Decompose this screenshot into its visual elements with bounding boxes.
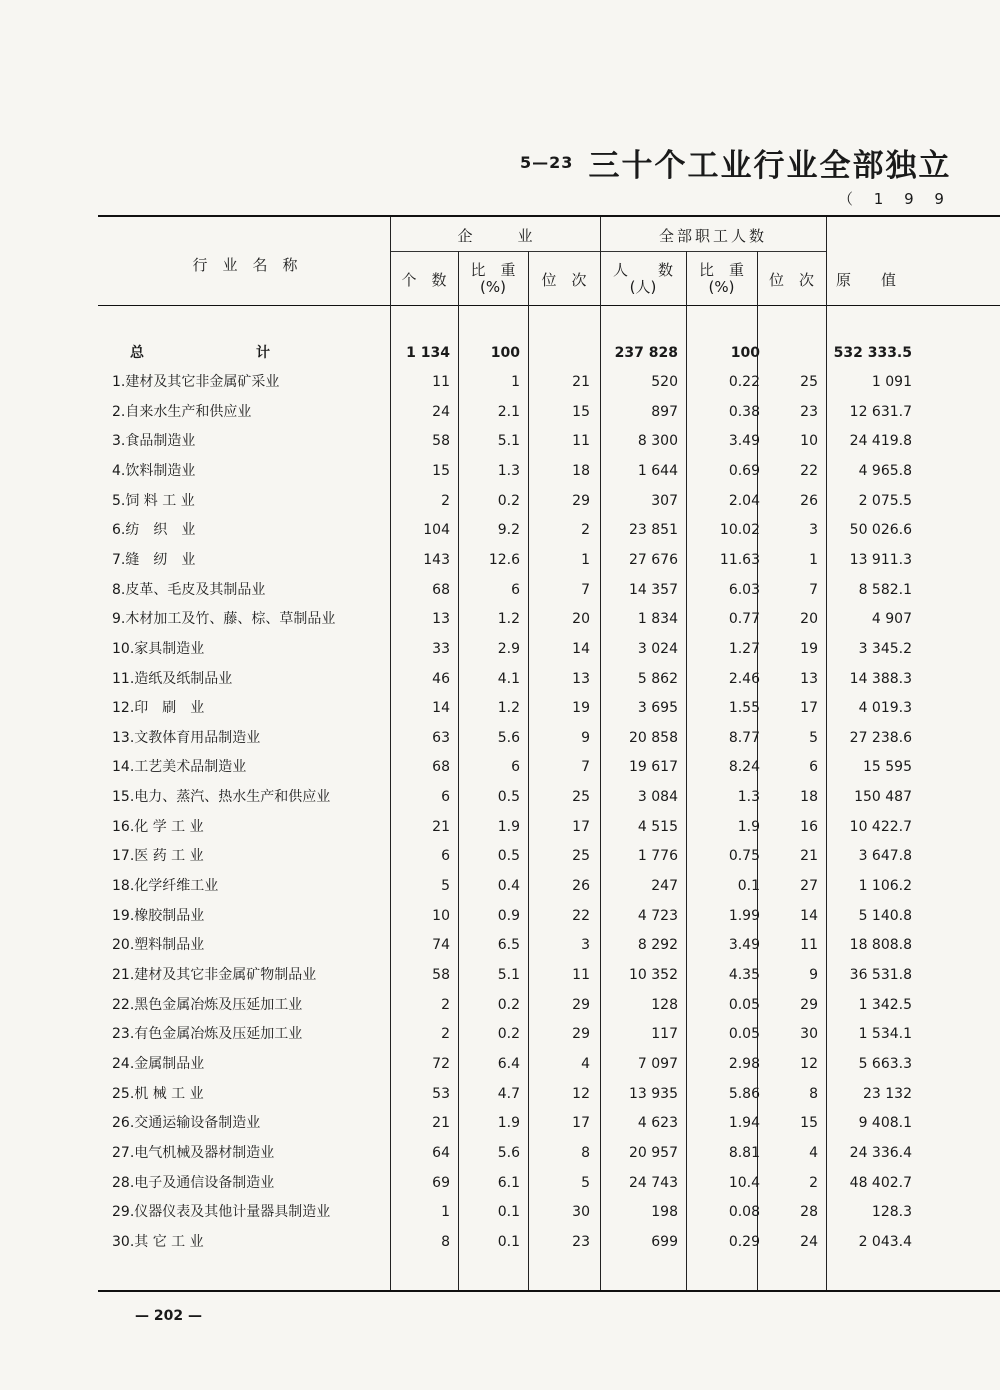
enterprise-count: 58 <box>432 433 450 450</box>
original-value: 5 140.8 <box>858 907 912 924</box>
enterprise-share: 0.5 <box>497 789 520 806</box>
worker-count: 198 <box>651 1204 678 1221</box>
industry-name: 7.缝 纫 业 <box>112 551 196 568</box>
table-row <box>0 487 1000 515</box>
table-row <box>0 753 1000 781</box>
worker-share: 1.99 <box>728 907 760 924</box>
original-value: 23 132 <box>863 1085 912 1102</box>
worker-rank: 3 <box>809 522 818 539</box>
worker-count: 8 292 <box>637 937 678 954</box>
enterprise-share: 6.4 <box>497 1055 520 1072</box>
worker-rank: 4 <box>809 1144 818 1161</box>
worker-rank: 22 <box>800 462 818 479</box>
enterprise-count: 6 <box>441 789 450 806</box>
worker-rank: 16 <box>800 818 818 835</box>
worker-share: 10.02 <box>719 522 760 539</box>
industry-name: 1.建材及其它非金属矿采业 <box>112 374 280 390</box>
enterprise-share: 0.9 <box>497 907 520 924</box>
enterprise-share: 5.1 <box>497 967 520 983</box>
enterprise-rank: 12 <box>572 1085 590 1102</box>
table-row <box>0 902 1000 930</box>
enterprise-count: 15 <box>432 462 450 479</box>
industry-name: 27.电气机械及器材制造业 <box>112 1144 275 1161</box>
enterprise-sub-rule <box>390 251 600 252</box>
original-value: 4 965.8 <box>858 462 912 479</box>
worker-count: 3 084 <box>637 789 678 806</box>
table-number: 5—23 <box>520 153 574 172</box>
worker-rank: 11 <box>800 937 818 954</box>
worker-share: 8.81 <box>728 1144 760 1161</box>
worker-rank: 29 <box>800 996 818 1013</box>
enterprise-share: 6 <box>511 581 520 598</box>
worker-rank: 26 <box>800 492 818 509</box>
worker-share: 10.4 <box>728 1174 760 1191</box>
industry-name: 21.建材及其它非金属矿物制品业 <box>112 967 317 983</box>
table-row <box>0 1109 1000 1137</box>
worker-share: 0.05 <box>728 996 760 1013</box>
col-header-workers: 全部职工人数 <box>658 227 767 245</box>
worker-share: 8.77 <box>728 729 760 746</box>
enterprise-share: 0.2 <box>497 1026 520 1043</box>
worker-share: 0.75 <box>728 848 760 865</box>
table-row <box>0 931 1000 959</box>
enterprise-share: 9.2 <box>497 522 520 539</box>
total-value: 532 333.5 <box>833 345 912 361</box>
worker-rank: 14 <box>800 907 818 924</box>
enterprise-count: 58 <box>432 967 450 983</box>
industry-name: 15.电力、蒸汽、热水生产和供应业 <box>112 789 331 806</box>
enterprise-rank: 17 <box>572 818 590 835</box>
total-label: 总 计 <box>130 345 270 361</box>
enterprise-share: 5.6 <box>497 729 520 746</box>
enterprise-share: 0.1 <box>497 1204 520 1221</box>
enterprise-rank: 25 <box>572 848 590 865</box>
worker-rank: 7 <box>809 581 818 598</box>
enterprise-share: 1.3 <box>497 462 520 479</box>
enterprise-share: 6.5 <box>497 937 520 954</box>
col-header-worker-rank: 位 次 <box>768 271 814 289</box>
worker-share: 1.55 <box>728 700 760 717</box>
enterprise-count: 104 <box>423 522 450 539</box>
enterprise-count: 11 <box>432 374 450 390</box>
original-value: 18 808.8 <box>849 937 912 954</box>
worker-count: 1 776 <box>637 848 678 865</box>
worker-count: 14 357 <box>629 581 678 598</box>
enterprise-count: 6 <box>441 848 450 865</box>
enterprise-rank: 3 <box>581 937 590 954</box>
enterprise-count: 143 <box>423 551 450 568</box>
enterprise-rank: 7 <box>581 581 590 598</box>
enterprise-rank: 29 <box>572 996 590 1013</box>
worker-count: 699 <box>651 1233 678 1250</box>
col-header-industry: 行 业 名 称 <box>192 256 298 274</box>
worker-rank: 18 <box>800 789 818 806</box>
industry-name: 6.纺 织 业 <box>112 522 196 539</box>
worker-share: 1.27 <box>728 640 760 657</box>
original-value: 1 106.2 <box>858 878 912 895</box>
enterprise-rank: 7 <box>581 759 590 776</box>
table-row <box>0 1020 1000 1048</box>
worker-count: 4 723 <box>637 907 678 924</box>
table-row <box>0 842 1000 870</box>
original-value: 13 911.3 <box>849 551 912 568</box>
enterprise-rank: 29 <box>572 1026 590 1043</box>
year-fragment: （ 1 9 9 <box>838 190 952 208</box>
enterprise-count: 68 <box>432 759 450 776</box>
original-value: 12 631.7 <box>849 403 912 420</box>
worker-rank: 19 <box>800 640 818 657</box>
enterprise-count: 21 <box>432 1115 450 1132</box>
table-row <box>0 1139 1000 1167</box>
enterprise-count: 46 <box>432 670 450 687</box>
enterprise-count: 13 <box>432 611 450 628</box>
col-header-share: 比 重 (%) <box>470 261 516 296</box>
page-number: — 202 — <box>135 1308 202 1324</box>
worker-rank: 17 <box>800 700 818 717</box>
original-value: 24 336.4 <box>849 1144 912 1161</box>
enterprise-share: 6 <box>511 759 520 776</box>
industry-name: 5.饲 料 工 业 <box>112 492 195 509</box>
table-row <box>0 635 1000 663</box>
industry-name: 11.造纸及纸制品业 <box>112 670 233 687</box>
industry-name: 2.自来水生产和供应业 <box>112 403 252 420</box>
total-persons: 237 828 <box>614 345 678 361</box>
worker-share: 0.29 <box>728 1233 760 1250</box>
original-value: 48 402.7 <box>849 1174 912 1191</box>
table-row <box>0 605 1000 633</box>
original-value: 36 531.8 <box>849 967 912 983</box>
table-row <box>0 724 1000 752</box>
worker-rank: 9 <box>809 967 818 983</box>
original-value: 8 582.1 <box>858 581 912 598</box>
enterprise-rank: 9 <box>581 729 590 746</box>
industry-name: 10.家具制造业 <box>112 640 205 657</box>
enterprise-count: 5 <box>441 878 450 895</box>
enterprise-count: 21 <box>432 818 450 835</box>
worker-count: 4 623 <box>637 1115 678 1132</box>
enterprise-share: 1.2 <box>497 700 520 717</box>
enterprise-count: 2 <box>441 996 450 1013</box>
table-row <box>0 1198 1000 1226</box>
worker-count: 307 <box>651 492 678 509</box>
table-row <box>0 457 1000 485</box>
table-row <box>0 516 1000 544</box>
enterprise-share: 0.4 <box>497 878 520 895</box>
worker-count: 8 300 <box>637 433 678 450</box>
worker-rank: 2 <box>809 1174 818 1191</box>
worker-count: 1 834 <box>637 611 678 628</box>
table-row <box>0 398 1000 426</box>
industry-name: 26.交通运输设备制造业 <box>112 1115 261 1132</box>
worker-rank: 1 <box>809 551 818 568</box>
industry-name: 12.印 刷 业 <box>112 700 205 717</box>
table-row <box>0 991 1000 1019</box>
enterprise-count: 8 <box>441 1233 450 1250</box>
title-text: 三十个工业行业全部独立 <box>588 148 952 184</box>
table-row <box>0 961 1000 989</box>
worker-share: 0.1 <box>737 878 760 895</box>
enterprise-rank: 2 <box>581 522 590 539</box>
enterprise-share: 1.9 <box>497 1115 520 1132</box>
worker-share: 1.9 <box>737 818 760 835</box>
workers-sub-rule <box>600 251 826 252</box>
worker-count: 520 <box>651 374 678 390</box>
industry-name: 8.皮革、毛皮及其制品业 <box>112 581 266 598</box>
enterprise-count: 72 <box>432 1055 450 1072</box>
industry-name: 30.其 它 工 业 <box>112 1233 204 1250</box>
enterprise-count: 33 <box>432 640 450 657</box>
enterprise-rank: 19 <box>572 700 590 717</box>
original-value: 4 019.3 <box>858 700 912 717</box>
table-row <box>0 368 1000 396</box>
industry-name: 20.塑料制品业 <box>112 937 205 954</box>
industry-name: 18.化学纤维工业 <box>112 878 219 895</box>
enterprise-share: 0.1 <box>497 1233 520 1250</box>
total-worker-share: 100 <box>730 345 760 361</box>
enterprise-rank: 14 <box>572 640 590 657</box>
original-value: 3 647.8 <box>858 848 912 865</box>
worker-count: 5 862 <box>637 670 678 687</box>
enterprise-rank: 15 <box>572 403 590 420</box>
enterprise-rank: 26 <box>572 878 590 895</box>
enterprise-rank: 18 <box>572 462 590 479</box>
enterprise-rank: 17 <box>572 1115 590 1132</box>
enterprise-share: 5.6 <box>497 1144 520 1161</box>
worker-share: 6.03 <box>728 581 760 598</box>
enterprise-share: 1.9 <box>497 818 520 835</box>
table-row <box>0 783 1000 811</box>
industry-name: 23.有色金属冶炼及压延加工业 <box>112 1026 303 1043</box>
original-value: 1 342.5 <box>858 996 912 1013</box>
industry-name: 17.医 药 工 业 <box>112 848 204 865</box>
enterprise-share: 0.2 <box>497 492 520 509</box>
industry-name: 29.仪器仪表及其他计量器具制造业 <box>112 1204 331 1221</box>
worker-share: 11.63 <box>719 551 760 568</box>
table-row <box>0 427 1000 455</box>
enterprise-rank: 25 <box>572 789 590 806</box>
worker-share: 3.49 <box>728 937 760 954</box>
original-value: 1 091 <box>871 374 912 390</box>
worker-count: 27 676 <box>629 551 678 568</box>
enterprise-share: 4.7 <box>497 1085 520 1102</box>
worker-rank: 8 <box>809 1085 818 1102</box>
worker-share: 0.08 <box>728 1204 760 1221</box>
table-row <box>0 1050 1000 1078</box>
enterprise-rank: 1 <box>581 551 590 568</box>
table-row <box>0 1080 1000 1108</box>
worker-share: 2.46 <box>728 670 760 687</box>
enterprise-count: 14 <box>432 700 450 717</box>
table-row <box>0 1169 1000 1197</box>
enterprise-share: 4.1 <box>497 670 520 687</box>
worker-count: 13 935 <box>629 1085 678 1102</box>
col-header-enterprise: 企 业 <box>457 227 533 245</box>
enterprise-count: 1 <box>441 1204 450 1221</box>
enterprise-rank: 30 <box>572 1204 590 1221</box>
worker-share: 0.22 <box>728 374 760 390</box>
enterprise-rank: 11 <box>572 967 590 983</box>
enterprise-count: 63 <box>432 729 450 746</box>
worker-count: 1 644 <box>637 462 678 479</box>
worker-count: 19 617 <box>629 759 678 776</box>
worker-count: 20 957 <box>629 1144 678 1161</box>
original-value: 24 419.8 <box>849 433 912 450</box>
table-row <box>0 576 1000 604</box>
worker-count: 20 858 <box>629 729 678 746</box>
worker-share: 3.49 <box>728 433 760 450</box>
worker-count: 128 <box>651 996 678 1013</box>
industry-name: 24.金属制品业 <box>112 1055 205 1072</box>
enterprise-share: 1.2 <box>497 611 520 628</box>
industry-name: 14.工艺美术品制造业 <box>112 759 247 776</box>
enterprise-rank: 23 <box>572 1233 590 1250</box>
worker-share: 8.24 <box>728 759 760 776</box>
enterprise-share: 12.6 <box>488 551 520 568</box>
industry-name: 19.橡胶制品业 <box>112 907 205 924</box>
enterprise-count: 10 <box>432 907 450 924</box>
col-header-worker-share: 比 重 (%) <box>698 261 744 296</box>
enterprise-share: 6.1 <box>497 1174 520 1191</box>
worker-count: 117 <box>651 1026 678 1043</box>
worker-rank: 25 <box>800 374 818 390</box>
worker-rank: 15 <box>800 1115 818 1132</box>
original-value: 4 907 <box>871 611 912 628</box>
enterprise-share: 1 <box>511 374 520 390</box>
industry-name: 16.化 学 工 业 <box>112 818 204 835</box>
worker-rank: 13 <box>800 670 818 687</box>
enterprise-rank: 22 <box>572 907 590 924</box>
enterprise-rank: 13 <box>572 670 590 687</box>
table-row <box>0 546 1000 574</box>
original-value: 1 534.1 <box>858 1026 912 1043</box>
worker-rank: 24 <box>800 1233 818 1250</box>
enterprise-count: 69 <box>432 1174 450 1191</box>
total-share: 100 <box>490 345 520 361</box>
worker-rank: 6 <box>809 759 818 776</box>
original-value: 14 388.3 <box>849 670 912 687</box>
worker-rank: 28 <box>800 1204 818 1221</box>
col-header-persons: 人 数 (人) <box>612 261 673 296</box>
enterprise-rank: 21 <box>572 374 590 390</box>
enterprise-share: 2.1 <box>497 403 520 420</box>
original-value: 50 026.6 <box>849 522 912 539</box>
enterprise-share: 0.5 <box>497 848 520 865</box>
industry-name: 25.机 械 工 业 <box>112 1085 204 1102</box>
worker-rank: 30 <box>800 1026 818 1043</box>
enterprise-share: 5.1 <box>497 433 520 450</box>
original-value: 2 043.4 <box>858 1233 912 1250</box>
table-row <box>0 665 1000 693</box>
worker-count: 3 024 <box>637 640 678 657</box>
original-value: 128.3 <box>871 1204 912 1221</box>
original-value: 15 595 <box>863 759 912 776</box>
industry-name: 28.电子及通信设备制造业 <box>112 1174 275 1191</box>
bottom-rule <box>98 1290 1000 1292</box>
worker-share: 0.05 <box>728 1026 760 1043</box>
worker-count: 3 695 <box>637 700 678 717</box>
worker-share: 2.04 <box>728 492 760 509</box>
industry-name: 4.饮料制造业 <box>112 462 196 479</box>
worker-rank: 27 <box>800 878 818 895</box>
total-row <box>0 339 1000 367</box>
worker-count: 7 097 <box>637 1055 678 1072</box>
worker-rank: 5 <box>809 729 818 746</box>
original-value: 3 345.2 <box>858 640 912 657</box>
enterprise-rank: 11 <box>572 433 590 450</box>
enterprise-count: 24 <box>432 403 450 420</box>
worker-share: 4.35 <box>728 967 760 983</box>
total-count: 1 134 <box>406 345 450 361</box>
enterprise-count: 74 <box>432 937 450 954</box>
worker-rank: 23 <box>800 403 818 420</box>
worker-rank: 20 <box>800 611 818 628</box>
enterprise-count: 53 <box>432 1085 450 1102</box>
enterprise-rank: 5 <box>581 1174 590 1191</box>
col-header-count: 个 数 <box>401 271 447 289</box>
original-value: 27 238.6 <box>849 729 912 746</box>
original-value: 150 487 <box>854 789 912 806</box>
enterprise-rank: 4 <box>581 1055 590 1072</box>
enterprise-rank: 29 <box>572 492 590 509</box>
industry-name: 22.黑色金属冶炼及压延加工业 <box>112 996 303 1013</box>
worker-count: 10 352 <box>629 967 678 983</box>
table-row <box>0 1228 1000 1256</box>
worker-count: 24 743 <box>629 1174 678 1191</box>
industry-name: 3.食品制造业 <box>112 433 196 450</box>
worker-count: 23 851 <box>629 522 678 539</box>
col-header-original-value: 原 值 <box>836 271 897 289</box>
industry-name: 9.木材加工及竹、藤、棕、草制品业 <box>112 611 336 628</box>
table-row <box>0 694 1000 722</box>
enterprise-count: 68 <box>432 581 450 598</box>
top-rule <box>98 215 1000 217</box>
enterprise-rank: 20 <box>572 611 590 628</box>
table-title <box>520 140 952 185</box>
worker-rank: 10 <box>800 433 818 450</box>
worker-rank: 21 <box>800 848 818 865</box>
header-rule <box>98 305 1000 306</box>
worker-share: 2.98 <box>728 1055 760 1072</box>
table-row <box>0 813 1000 841</box>
original-value: 5 663.3 <box>858 1055 912 1072</box>
worker-rank: 12 <box>800 1055 818 1072</box>
worker-share: 0.77 <box>728 611 760 628</box>
worker-share: 0.38 <box>728 403 760 420</box>
worker-share: 5.86 <box>728 1085 760 1102</box>
worker-share: 1.3 <box>737 789 760 806</box>
enterprise-count: 2 <box>441 492 450 509</box>
industry-name: 13.文教体育用品制造业 <box>112 729 261 746</box>
enterprise-share: 0.2 <box>497 996 520 1013</box>
enterprise-share: 2.9 <box>497 640 520 657</box>
worker-count: 4 515 <box>637 818 678 835</box>
enterprise-rank: 8 <box>581 1144 590 1161</box>
col-header-rank: 位 次 <box>541 271 587 289</box>
original-value: 10 422.7 <box>849 818 912 835</box>
worker-count: 247 <box>651 878 678 895</box>
original-value: 2 075.5 <box>858 492 912 509</box>
original-value: 9 408.1 <box>858 1115 912 1132</box>
enterprise-count: 64 <box>432 1144 450 1161</box>
worker-share: 1.94 <box>728 1115 760 1132</box>
table-row <box>0 872 1000 900</box>
worker-count: 897 <box>651 403 678 420</box>
enterprise-count: 2 <box>441 1026 450 1043</box>
worker-share: 0.69 <box>728 462 760 479</box>
